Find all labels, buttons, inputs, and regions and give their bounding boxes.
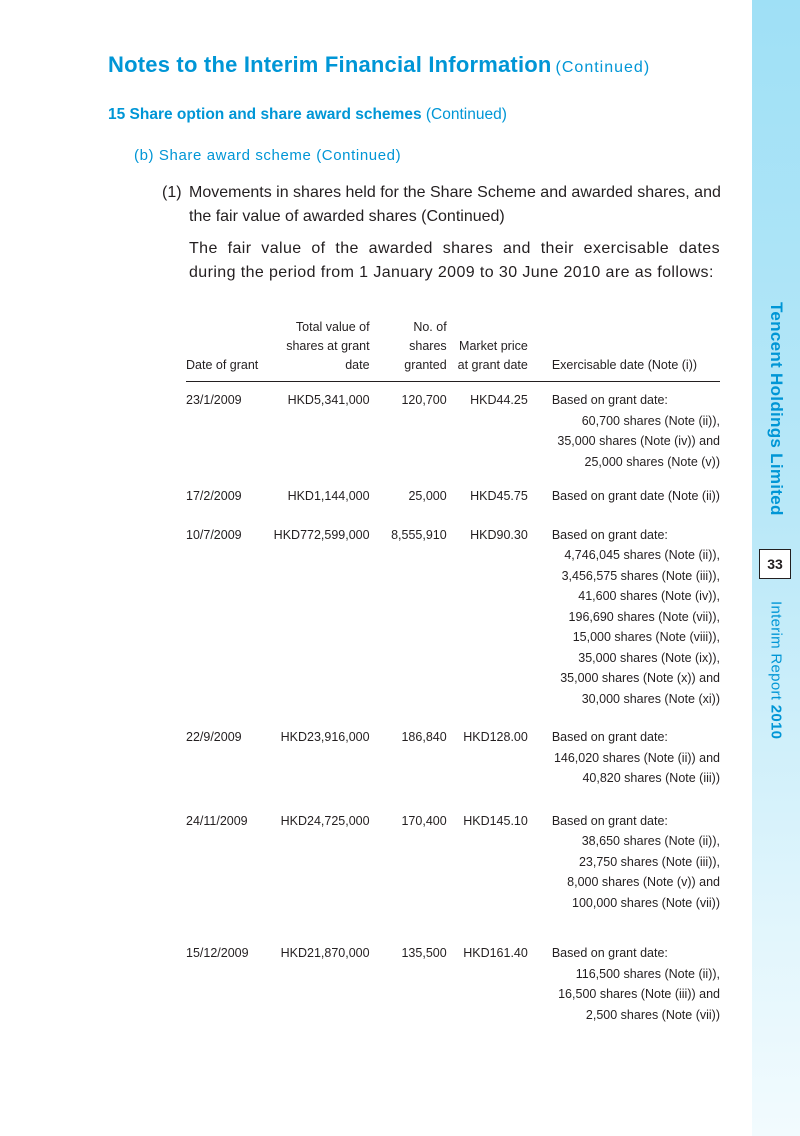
header-market-price-line: Market price: [459, 339, 528, 353]
header-total-value-line: shares at grant date: [286, 339, 370, 372]
header-exercisable-date: [528, 318, 720, 382]
exercisable-line: 35,000 shares (Note (x)) and: [560, 671, 720, 685]
exercisable-line: Based on grant date:: [551, 946, 668, 960]
header-date-line: Date of grant: [186, 358, 259, 372]
exercisable-date-cell: [528, 803, 720, 936]
exercisable-date-cell: [528, 517, 720, 720]
shares-granted-cell: 170,400: [401, 813, 447, 828]
table-row: [186, 478, 720, 517]
exercisable-line: 35,000 shares (Note (ix)),: [578, 650, 720, 665]
total-value-cell: HKD772,599,000: [273, 527, 370, 542]
exercisable-line: 100,000 shares (Note (vii)): [572, 895, 720, 910]
grant-date-cell: 17/2/2009: [186, 489, 242, 503]
table-header-row: [186, 318, 720, 382]
table-row: [186, 382, 720, 479]
exercisable-line: 40,820 shares (Note (iii)): [582, 771, 720, 785]
numbered-item: [162, 181, 722, 229]
exercisable-line: Based on grant date (Note (ii)): [551, 489, 720, 503]
market-price-cell: HKD45.75: [470, 489, 528, 503]
exercisable-line: 23,750 shares (Note (iii)),: [578, 854, 720, 869]
header-no-of-shares: [370, 318, 447, 382]
grant-date-cell: 10/7/2009: [186, 527, 242, 542]
table-row: [186, 719, 720, 803]
shares-granted-cell: 120,700: [401, 393, 447, 407]
exercisable-line: 146,020 shares (Note (ii)) and: [553, 750, 720, 765]
exercisable-date-cell: [528, 382, 720, 479]
market-price-cell: HKD161.40: [463, 946, 528, 960]
report-year: 2010: [767, 704, 785, 740]
exercisable-line: 15,000 shares (Note (viii)),: [572, 630, 720, 644]
exercisable-line: 41,600 shares (Note (iv)),: [578, 589, 720, 603]
exercisable-line: Based on grant date:: [551, 527, 668, 542]
item-text: Movements in shares held for the Share Scheme and awarded shares, and the fair value of awarded shares (Continued): [189, 184, 721, 225]
market-price-cell: HKD128.00: [463, 730, 528, 744]
total-value-cell: HKD21,870,000: [280, 946, 370, 960]
header-date-of-grant: [186, 318, 262, 382]
grant-date-cell: 24/11/2009: [186, 813, 248, 828]
exercisable-date-cell: [528, 719, 720, 803]
exercisable-line: 3,456,575 shares (Note (iii)),: [561, 568, 720, 583]
market-price-cell: HKD145.10: [463, 813, 528, 828]
exercisable-line: 35,000 shares (Note (iv)) and: [557, 434, 720, 448]
total-value-cell: HKD5,341,000: [287, 393, 370, 407]
section-heading: [108, 106, 507, 124]
exercisable-line: 2,500 shares (Note (vii)): [585, 1007, 720, 1022]
exercisable-line: 60,700 shares (Note (ii)),: [581, 413, 720, 428]
subsection-heading: (b) Share award scheme (Continued): [134, 147, 402, 164]
exercisable-line: 30,000 shares (Note (xi)): [581, 691, 720, 706]
header-total-value-line: Total value of: [295, 320, 370, 334]
total-value-cell: HKD1,144,000: [287, 489, 370, 503]
exercisable-date-cell: [528, 935, 720, 1025]
exercisable-line: 196,690 shares (Note (vii)),: [568, 609, 720, 624]
intro-paragraph: The fair value of the awarded shares and their exercisable dates during the period from 1 January 2009 to 30 June 2010 are as follows:: [189, 240, 720, 281]
exercisable-line: Based on grant date:: [551, 813, 668, 828]
header-market-price: [447, 318, 528, 382]
table-row: [186, 935, 720, 1025]
section-title: 15 Share option and share award schemes: [108, 106, 422, 123]
table-row: [186, 517, 720, 720]
header-no-of-shares-line: No. of: [413, 320, 447, 334]
header-total-value: [262, 318, 369, 382]
grant-date-cell: 15/12/2009: [186, 946, 249, 960]
total-value-cell: HKD23,916,000: [280, 730, 370, 744]
market-price-cell: HKD44.25: [470, 393, 528, 407]
header-no-of-shares-line: shares granted: [404, 339, 447, 372]
header-market-price-line: at grant date: [457, 358, 528, 372]
grant-date-cell: 23/1/2009: [186, 393, 242, 407]
table-row: [186, 803, 720, 936]
exercisable-line: 38,650 shares (Note (ii)),: [581, 834, 720, 848]
shares-granted-cell: 8,555,910: [391, 527, 447, 542]
exercisable-line: 116,500 shares (Note (ii)),: [575, 966, 720, 981]
shares-granted-cell: 25,000: [408, 489, 447, 503]
item-number: (1): [162, 184, 182, 201]
exercisable-line: 8,000 shares (Note (v)) and: [567, 875, 720, 889]
exercisable-line: Based on grant date:: [551, 393, 668, 407]
exercisable-line: 4,746,045 shares (Note (ii)),: [564, 548, 720, 562]
shares-granted-cell: 135,500: [401, 946, 447, 960]
page-title-text: Notes to the Interim Financial Information: [108, 52, 552, 77]
exercisable-line: 25,000 shares (Note (v)): [584, 454, 720, 469]
grant-date-cell: 22/9/2009: [186, 730, 242, 744]
exercisable-date-cell: [528, 478, 720, 517]
sidebar-company-name: Tencent Holdings Limited: [767, 302, 786, 516]
page-number: 33: [759, 549, 791, 579]
exercisable-line: Based on grant date:: [551, 730, 668, 744]
exercisable-line: 16,500 shares (Note (iii)) and: [558, 987, 720, 1001]
awarded-shares-table: [186, 318, 720, 1025]
page-title: [108, 52, 650, 78]
section-continued: (Continued): [425, 106, 507, 123]
report-label: Interim Report: [767, 601, 785, 701]
total-value-cell: HKD24,725,000: [280, 813, 370, 828]
sidebar-report-label: [768, 601, 785, 739]
shares-granted-cell: 186,840: [401, 730, 447, 744]
page-title-continued: (Continued): [555, 59, 651, 76]
header-exercisable-line: Exercisable date (Note (i)): [551, 358, 698, 372]
market-price-cell: HKD90.30: [470, 527, 528, 542]
